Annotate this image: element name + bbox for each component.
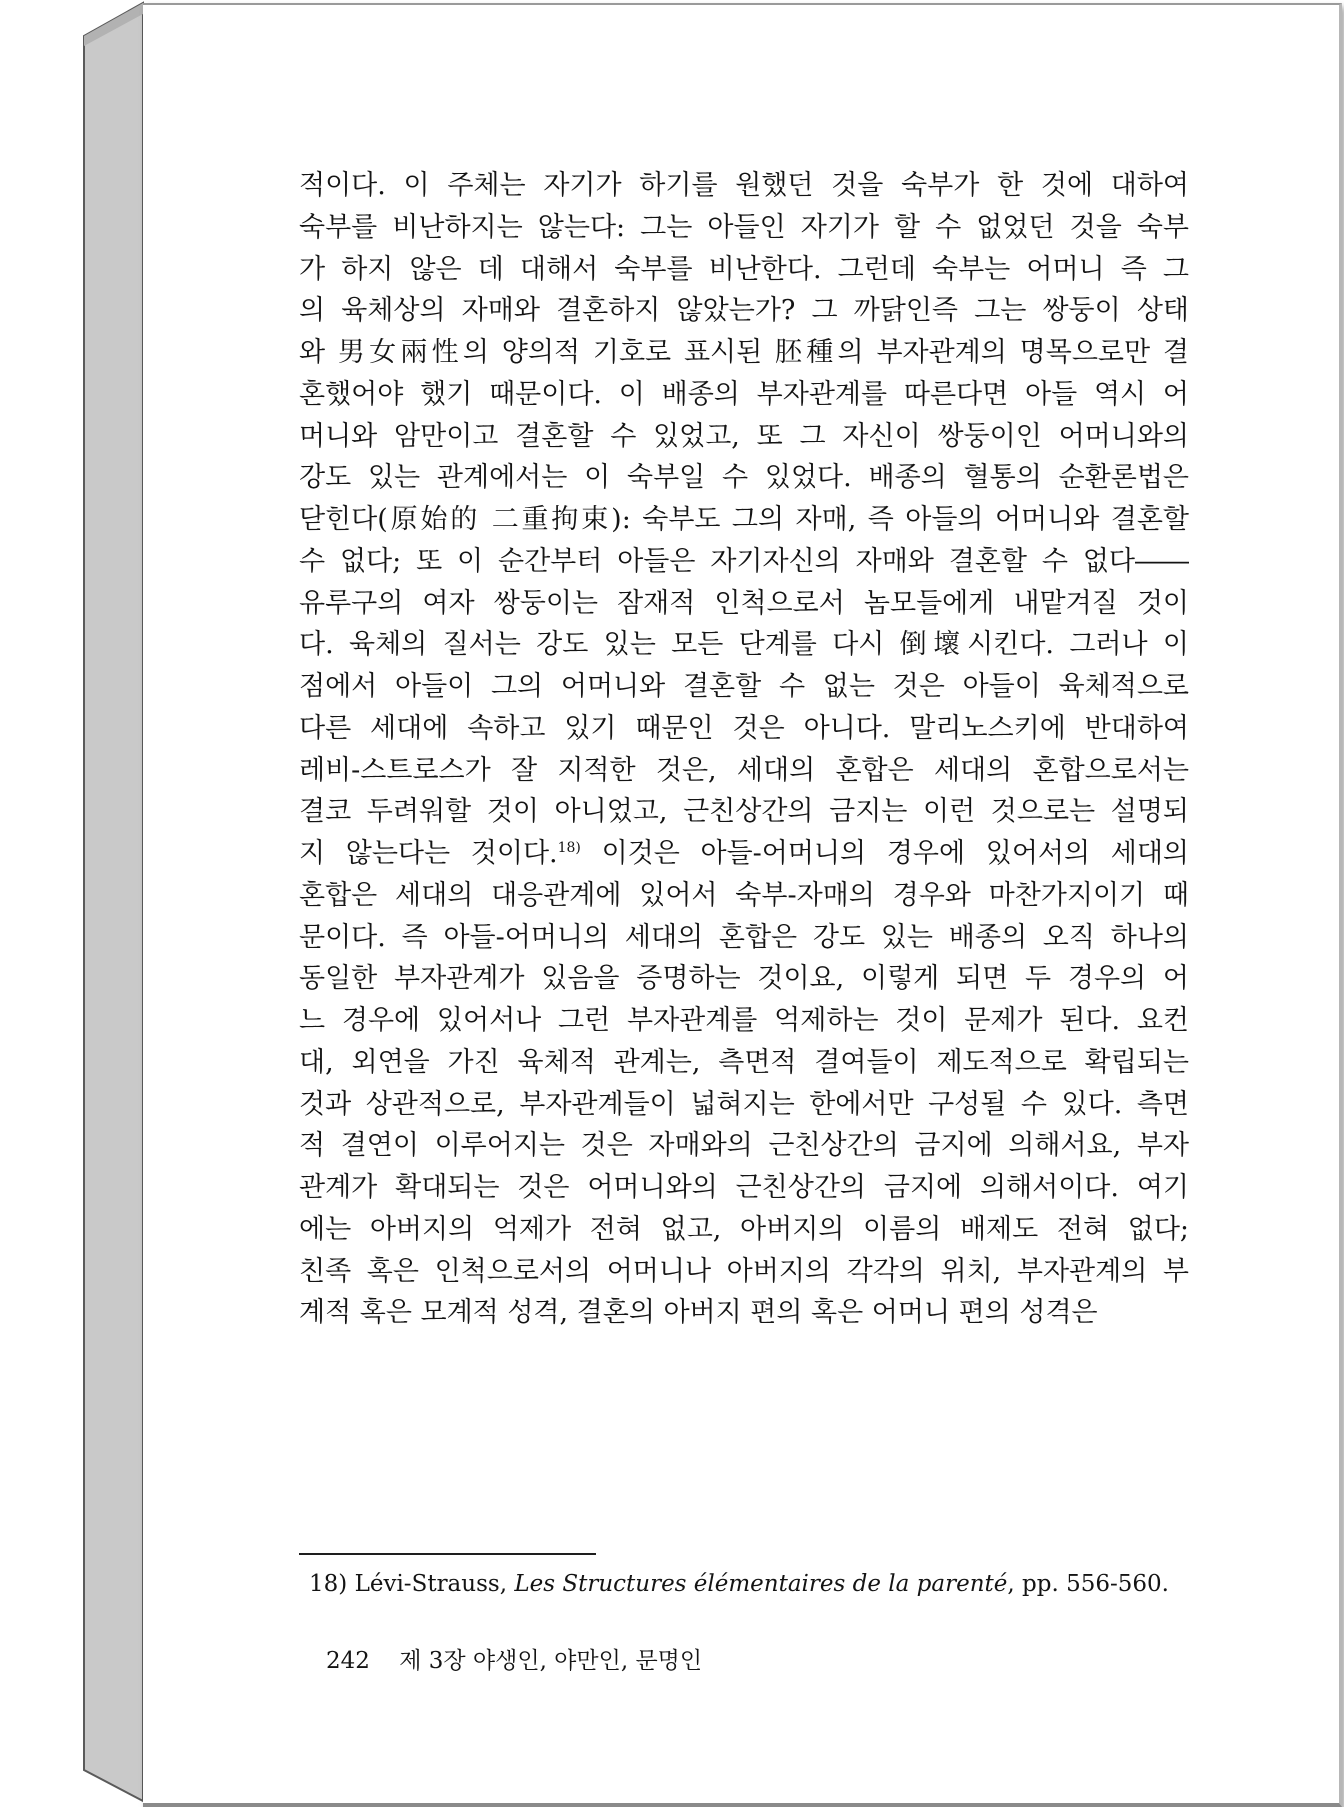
text-line: 와 男女兩性의 양의적 기호로 표시된 胚種의 부자관계의 명목으로만 결 <box>299 337 1189 368</box>
text-line: 다. 육체의 질서는 강도 있는 모든 단계를 다시 倒壞시킨다. 그러나 이 <box>299 629 1189 661</box>
text-line: 친족 혹은 인척으로서의 어머니나 아버지의 각각의 위치, 부자관계의 부 <box>299 1255 1189 1287</box>
footnote-author: Lévi-Strauss, <box>354 1571 508 1597</box>
text-line: 적이다. 이 주체는 자기가 하기를 원했던 것을 숙부가 한 것에 대하여 <box>299 170 1189 201</box>
text-line: 느 경우에 있어서나 그런 부자관계를 억제하는 것이 문제가 된다. 요컨 <box>299 1005 1189 1036</box>
text-line-with-footnote <box>299 833 1189 875</box>
footnote-reference: 18) <box>557 840 581 856</box>
text-line: 레비-스트로스가 잘 지적한 것은, 세대의 혼합은 세대의 혼합으로서는 <box>299 754 1189 786</box>
text-line: 머니와 암만이고 결혼할 수 있었고, 또 그 자신이 쌍둥이인 어머니와의 <box>299 420 1189 452</box>
text-line: 수 없다; 또 이 순간부터 아들은 자기자신의 자매와 결혼할 수 없다―― <box>299 545 1189 577</box>
text-line: 문이다. 즉 아들-어머니의 세대의 혼합은 강도 있는 배종의 오직 하나의 <box>299 921 1189 953</box>
text-line: 에는 아버지의 억제가 전혀 없고, 아버지의 이름의 배제도 전혀 없다; <box>299 1213 1189 1245</box>
text-segment: 이것은 아들-어머니의 경우에 있어서의 세대의 <box>601 838 1189 869</box>
text-line: 강도 있는 관계에서는 이 숙부일 수 있었다. 배종의 혈통의 순환론법은 <box>299 462 1189 494</box>
text-line: 다른 세대에 속하고 있기 때문인 것은 아니다. 말리노스키에 반대하여 <box>299 712 1189 744</box>
book-page <box>143 3 1342 1807</box>
chapter-title: 제 3장 야생인, 야만인, 문명인 <box>399 1648 703 1674</box>
text-line: 숙부를 비난하지는 않는다: 그는 아들인 자기가 할 수 없었던 것을 숙부 <box>299 211 1189 243</box>
page-footer <box>326 1644 702 1678</box>
book-spine <box>0 0 160 1806</box>
text-line: 것과 상관적으로, 부자관계들이 넓혀지는 한에서만 구성될 수 있다. 측면 <box>299 1088 1189 1120</box>
body-text <box>299 165 1189 1334</box>
footnote <box>309 1567 1169 1601</box>
text-line: 계적 혹은 모계적 성격, 결혼의 아버지 편의 혹은 어머니 편의 성격은 <box>299 1297 1098 1329</box>
footnote-title: Les Structures élémentaires de la parenté <box>514 1571 1008 1597</box>
text-line: 결코 두려워할 것이 아니었고, 근친상간의 금지는 이런 것으로는 설명되 <box>299 796 1189 828</box>
text-line: 닫힌다(原始的 二重拘束): 숙부도 그의 자매, 즉 아들의 어머니와 결혼할 <box>299 504 1189 535</box>
text-line: 점에서 아들이 그의 어머니와 결혼할 수 없는 것은 아들이 육체적으로 <box>299 671 1189 702</box>
text-line: 혼합은 세대의 대응관계에 있어서 숙부-자매의 경우와 마찬가지이기 때 <box>299 879 1189 911</box>
text-line: 적 결연이 이루어지는 것은 자매와의 근친상간의 금지에 의해서요, 부자 <box>299 1130 1189 1162</box>
text-line: 유루구의 여자 쌍둥이는 잠재적 인척으로서 놈모들에게 내맡겨질 것이 <box>299 587 1189 619</box>
footnote-divider <box>299 1553 596 1555</box>
page-number: 242 <box>326 1648 370 1674</box>
footnote-number: 18) <box>309 1571 348 1597</box>
text-line: 대, 외연을 가진 육체적 관계는, 측면적 결여들이 제도적으로 확립되는 <box>299 1046 1189 1078</box>
text-line: 관계가 확대되는 것은 어머니와의 근친상간의 금지에 의해서이다. 여기 <box>299 1172 1189 1203</box>
text-line: 가 하지 않은 데 대해서 숙부를 비난한다. 그런데 숙부는 어머니 즉 그 <box>299 253 1189 285</box>
text-line: 동일한 부자관계가 있음을 증명하는 것이요, 이렇게 되면 두 경우의 어 <box>299 963 1189 995</box>
text-segment: 지 않는다는 것이다. <box>299 838 558 869</box>
footnote-pages: , pp. 556-560. <box>1007 1571 1169 1597</box>
text-line: 의 육체상의 자매와 결혼하지 않았는가? 그 까닭인즉 그는 쌍둥이 상태 <box>299 295 1189 327</box>
text-line: 혼했어야 했기 때문이다. 이 배종의 부자관계를 따른다면 아들 역시 어 <box>299 378 1189 410</box>
